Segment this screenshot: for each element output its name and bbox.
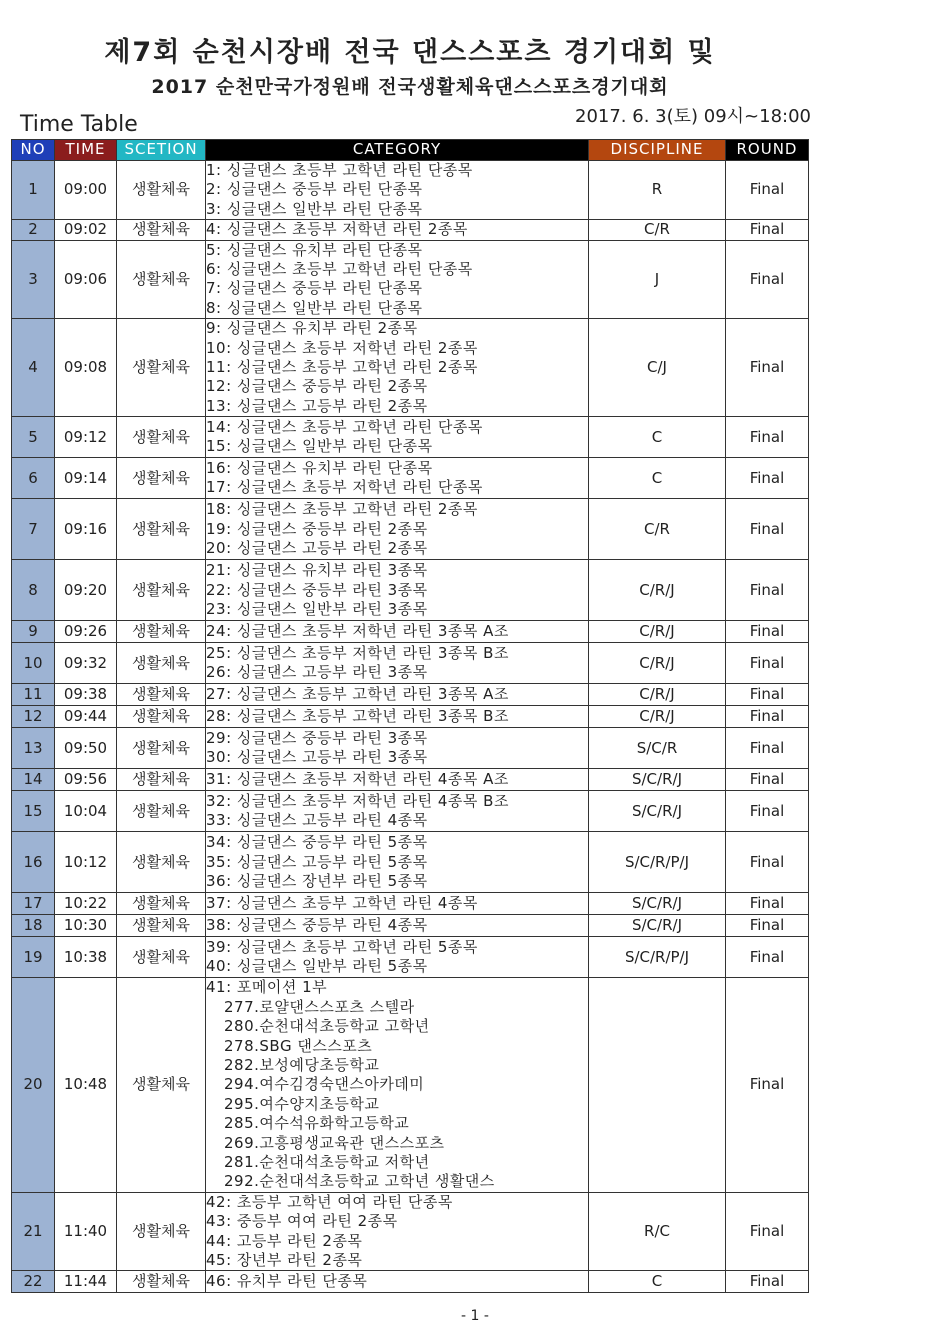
row-round: Final (726, 769, 809, 791)
row-discipline: S/C/R/J (589, 893, 726, 915)
row-number: 2 (12, 220, 55, 240)
category-entry: 292.순천대석초등학교 고학년 생활댄스 (224, 1172, 495, 1191)
row-section: 생활체육 (117, 499, 206, 560)
row-time: 09:14 (55, 458, 117, 499)
column-header-no: NO (12, 140, 55, 161)
row-number: 3 (12, 240, 55, 319)
category-entry: 13: 싱글댄스 고등부 라틴 2종목 (206, 396, 428, 415)
row-time: 09:56 (55, 769, 117, 791)
table-row (12, 937, 809, 978)
row-number: 21 (12, 1192, 55, 1271)
row-category (206, 937, 589, 978)
row-discipline: C/R/J (589, 684, 726, 706)
row-number: 17 (12, 893, 55, 915)
row-section: 생활체육 (117, 1271, 206, 1293)
row-time: 10:12 (55, 832, 117, 893)
category-entry: 22: 싱글댄스 중등부 라틴 3종목 (206, 580, 428, 599)
category-entry: 40: 싱글댄스 일반부 라틴 5종목 (206, 957, 428, 976)
row-number: 19 (12, 937, 55, 978)
row-discipline: C/R/J (589, 560, 726, 621)
row-category (206, 893, 589, 915)
category-entry: 27: 싱글댄스 초등부 고학년 라틴 3종목 A조 (206, 685, 509, 704)
table-row (12, 458, 809, 499)
row-section: 생활체육 (117, 978, 206, 1192)
category-entry: 6: 싱글댄스 초등부 고학년 라틴 단종목 (206, 260, 473, 279)
row-number: 4 (12, 319, 55, 417)
category-entry: 33: 싱글댄스 고등부 라틴 4종목 (206, 811, 428, 830)
row-time: 09:02 (55, 220, 117, 240)
category-entry: 45: 장년부 라틴 2종목 (206, 1250, 363, 1269)
row-round: Final (726, 1192, 809, 1271)
category-entry: 21: 싱글댄스 유치부 라틴 3종목 (206, 561, 428, 580)
row-round: Final (726, 240, 809, 319)
row-round: Final (726, 893, 809, 915)
row-discipline: C/R (589, 499, 726, 560)
row-discipline: C/R/J (589, 706, 726, 728)
category-entry: 25: 싱글댄스 초등부 저학년 라틴 3종목 B조 (206, 643, 509, 662)
row-section: 생활체육 (117, 937, 206, 978)
category-entry: 34: 싱글댄스 중등부 라틴 5종목 (206, 833, 428, 852)
row-section: 생활체육 (117, 728, 206, 769)
row-number: 18 (12, 915, 55, 937)
row-category (206, 161, 589, 220)
category-entry: 32: 싱글댄스 초등부 저학년 라틴 4종목 B조 (206, 791, 509, 810)
row-category (206, 240, 589, 319)
row-time: 09:44 (55, 706, 117, 728)
row-section: 생활체육 (117, 915, 206, 937)
row-time: 09:32 (55, 643, 117, 684)
row-number: 16 (12, 832, 55, 893)
row-category (206, 791, 589, 832)
row-discipline: C/R/J (589, 643, 726, 684)
row-section: 생활체육 (117, 220, 206, 240)
category-entry: 19: 싱글댄스 중등부 라틴 2종목 (206, 519, 428, 538)
category-entry: 2: 싱글댄스 중등부 라틴 단종목 (206, 180, 423, 199)
row-round: Final (726, 791, 809, 832)
row-time: 09:38 (55, 684, 117, 706)
row-category (206, 643, 589, 684)
row-category (206, 684, 589, 706)
row-category (206, 319, 589, 417)
row-round: Final (726, 621, 809, 643)
row-round: Final (726, 937, 809, 978)
row-round: Final (726, 978, 809, 1192)
row-time: 09:20 (55, 560, 117, 621)
category-entry: 285.여수석유화학고등학교 (224, 1114, 410, 1133)
row-number: 11 (12, 684, 55, 706)
row-discipline: S/C/R/P/J (589, 937, 726, 978)
row-number: 14 (12, 769, 55, 791)
row-discipline: S/C/R/J (589, 915, 726, 937)
category-entry: 280.순천대석초등학교 고학년 (224, 1017, 430, 1036)
row-time: 10:30 (55, 915, 117, 937)
category-entry: 18: 싱글댄스 초등부 고학년 라틴 2종목 (206, 500, 478, 519)
column-header-discipline: DISCIPLINE (589, 140, 726, 161)
row-category (206, 220, 589, 240)
row-time: 09:00 (55, 161, 117, 220)
category-entry: 1: 싱글댄스 초등부 고학년 라틴 단종목 (206, 161, 473, 179)
row-number: 20 (12, 978, 55, 1192)
row-discipline: S/C/R/J (589, 769, 726, 791)
row-time: 10:04 (55, 791, 117, 832)
table-row (12, 220, 809, 240)
row-section: 생활체육 (117, 684, 206, 706)
row-number: 10 (12, 643, 55, 684)
row-category (206, 728, 589, 769)
row-round: Final (726, 915, 809, 937)
table-row (12, 499, 809, 560)
row-discipline: C/R/J (589, 621, 726, 643)
row-section: 생활체육 (117, 1192, 206, 1271)
row-section: 생활체육 (117, 161, 206, 220)
row-discipline: R (589, 161, 726, 220)
row-number: 15 (12, 791, 55, 832)
category-entry: 281.순천대석초등학교 저학년 (224, 1152, 430, 1171)
event-date: 2017. 6. 3(토) 09시~18:00 (575, 106, 812, 127)
row-category (206, 560, 589, 621)
row-round: Final (726, 417, 809, 458)
table-row (12, 560, 809, 621)
category-entry: 24: 싱글댄스 초등부 저학년 라틴 3종목 A조 (206, 622, 509, 641)
category-entry: 278.SBG 댄스스포츠 (224, 1036, 373, 1055)
row-category (206, 832, 589, 893)
row-category (206, 915, 589, 937)
category-entry: 37: 싱글댄스 초등부 고학년 라틴 4종목 (206, 894, 478, 913)
row-round: Final (726, 1271, 809, 1293)
row-time: 10:48 (55, 978, 117, 1192)
category-entry: 17: 싱글댄스 초등부 저학년 라틴 단종목 (206, 478, 483, 497)
category-entry: 31: 싱글댄스 초등부 저학년 라틴 4종목 A조 (206, 770, 509, 789)
category-entry: 282.보성예당초등학교 (224, 1055, 380, 1074)
row-section: 생활체육 (117, 319, 206, 417)
table-header-row (12, 140, 809, 161)
table-row (12, 684, 809, 706)
category-entry: 41: 포메이션 1부 (206, 978, 328, 997)
table-row (12, 643, 809, 684)
table-row (12, 915, 809, 937)
category-entry: 5: 싱글댄스 유치부 라틴 단종목 (206, 240, 423, 259)
row-category (206, 1192, 589, 1271)
row-time: 09:50 (55, 728, 117, 769)
row-discipline: S/C/R/P/J (589, 832, 726, 893)
row-discipline: J (589, 240, 726, 319)
column-header-section: SCETION (117, 140, 206, 161)
row-category (206, 1271, 589, 1293)
row-discipline: S/C/R/J (589, 791, 726, 832)
table-row (12, 791, 809, 832)
row-discipline: C (589, 458, 726, 499)
table-row (12, 769, 809, 791)
table-row (12, 978, 809, 1192)
page-subtitle: 2017 순천만국가정원배 전국생활체육댄스스포츠경기대회 (151, 76, 669, 98)
category-entry: 36: 싱글댄스 장년부 라틴 5종목 (206, 871, 428, 890)
table-row (12, 1271, 809, 1293)
row-category (206, 417, 589, 458)
row-time: 09:26 (55, 621, 117, 643)
row-section: 생활체육 (117, 458, 206, 499)
page-title: 제7회 순천시장배 전국 댄스스포츠 경기대회 및 (104, 37, 716, 68)
category-entry: 8: 싱글댄스 일반부 라틴 단종목 (206, 298, 423, 317)
table-row (12, 161, 809, 220)
category-entry: 42: 초등부 고학년 여여 라틴 단종목 (206, 1192, 453, 1211)
row-round: Final (726, 643, 809, 684)
category-entry: 295.여수양지초등학교 (224, 1094, 380, 1113)
column-header-time: TIME (55, 140, 117, 161)
category-entry: 269.고흥평생교육관 댄스스포츠 (224, 1133, 445, 1152)
category-entry: 14: 싱글댄스 초등부 고학년 라틴 단종목 (206, 417, 483, 436)
row-round: Final (726, 560, 809, 621)
row-time: 09:12 (55, 417, 117, 458)
row-section: 생활체육 (117, 643, 206, 684)
row-category (206, 458, 589, 499)
row-category (206, 978, 589, 1192)
category-entry: 10: 싱글댄스 초등부 저학년 라틴 2종목 (206, 338, 478, 357)
category-entry: 43: 중등부 여여 라틴 2종목 (206, 1212, 398, 1231)
category-entry: 39: 싱글댄스 초등부 고학년 라틴 5종목 (206, 937, 478, 956)
row-round: Final (726, 319, 809, 417)
row-section: 생활체육 (117, 240, 206, 319)
category-entry: 30: 싱글댄스 고등부 라틴 3종목 (206, 748, 428, 767)
category-entry: 15: 싱글댄스 일반부 라틴 단종목 (206, 437, 433, 456)
table-row (12, 728, 809, 769)
row-time: 11:44 (55, 1271, 117, 1293)
row-round: Final (726, 220, 809, 240)
row-category (206, 621, 589, 643)
row-section: 생활체육 (117, 832, 206, 893)
category-entry: 16: 싱글댄스 유치부 라틴 단종목 (206, 458, 433, 477)
row-number: 5 (12, 417, 55, 458)
category-entry: 11: 싱글댄스 초등부 고학년 라틴 2종목 (206, 358, 478, 377)
category-entry: 20: 싱글댄스 고등부 라틴 2종목 (206, 538, 428, 557)
row-section: 생활체육 (117, 560, 206, 621)
row-discipline: C/R (589, 220, 726, 240)
row-round: Final (726, 728, 809, 769)
row-number: 13 (12, 728, 55, 769)
category-entry: 294.여수김경숙댄스아카데미 (224, 1075, 425, 1094)
schedule-body (12, 161, 809, 1293)
timetable-label: Time Table (20, 112, 138, 137)
page-number: - 1 - (461, 1308, 489, 1324)
row-number: 12 (12, 706, 55, 728)
row-discipline: C (589, 1271, 726, 1293)
row-time: 09:06 (55, 240, 117, 319)
row-section: 생활체육 (117, 893, 206, 915)
category-entry: 9: 싱글댄스 유치부 라틴 2종목 (206, 319, 418, 338)
row-discipline: R/C (589, 1192, 726, 1271)
row-round: Final (726, 684, 809, 706)
column-header-round: ROUND (726, 140, 809, 161)
row-discipline: C/J (589, 319, 726, 417)
category-entry: 26: 싱글댄스 고등부 라틴 3종목 (206, 663, 428, 682)
row-time: 09:08 (55, 319, 117, 417)
category-entry: 28: 싱글댄스 초등부 고학년 라틴 3종목 B조 (206, 707, 509, 726)
table-row (12, 706, 809, 728)
row-time: 10:38 (55, 937, 117, 978)
category-entry: 23: 싱글댄스 일반부 라틴 3종목 (206, 599, 428, 618)
row-time: 10:22 (55, 893, 117, 915)
table-row (12, 240, 809, 319)
category-entry: 38: 싱글댄스 중등부 라틴 4종목 (206, 916, 428, 935)
row-round: Final (726, 706, 809, 728)
row-number: 22 (12, 1271, 55, 1293)
category-entry: 3: 싱글댄스 일반부 라틴 단종목 (206, 199, 423, 218)
row-round: Final (726, 499, 809, 560)
row-section: 생활체육 (117, 417, 206, 458)
category-entry: 44: 고등부 라틴 2종목 (206, 1231, 363, 1250)
table-row (12, 417, 809, 458)
category-entry: 29: 싱글댄스 중등부 라틴 3종목 (206, 728, 428, 747)
table-row (12, 621, 809, 643)
row-number: 6 (12, 458, 55, 499)
row-category (206, 769, 589, 791)
category-entry: 46: 유치부 라틴 단종목 (206, 1272, 368, 1291)
row-time: 11:40 (55, 1192, 117, 1271)
schedule-table (11, 139, 809, 1293)
row-section: 생활체육 (117, 769, 206, 791)
row-discipline (589, 978, 726, 1192)
category-entry: 4: 싱글댄스 초등부 저학년 라틴 2종목 (206, 220, 468, 239)
row-number: 7 (12, 499, 55, 560)
row-time: 09:16 (55, 499, 117, 560)
row-round: Final (726, 161, 809, 220)
row-round: Final (726, 832, 809, 893)
row-number: 1 (12, 161, 55, 220)
row-section: 생활체육 (117, 791, 206, 832)
category-entry: 35: 싱글댄스 고등부 라틴 5종목 (206, 852, 428, 871)
category-entry: 277.로얄댄스스포츠 스텔라 (224, 997, 415, 1016)
category-entry: 12: 싱글댄스 중등부 라틴 2종목 (206, 377, 428, 396)
category-entry: 7: 싱글댄스 중등부 라틴 단종목 (206, 279, 423, 298)
row-discipline: C (589, 417, 726, 458)
table-row (12, 893, 809, 915)
table-row (12, 1192, 809, 1271)
row-number: 9 (12, 621, 55, 643)
row-section: 생활체육 (117, 706, 206, 728)
row-section: 생활체육 (117, 621, 206, 643)
table-row (12, 832, 809, 893)
row-category (206, 706, 589, 728)
row-round: Final (726, 458, 809, 499)
row-category (206, 499, 589, 560)
column-header-category: CATEGORY (206, 140, 589, 161)
table-row (12, 319, 809, 417)
row-number: 8 (12, 560, 55, 621)
row-discipline: S/C/R (589, 728, 726, 769)
